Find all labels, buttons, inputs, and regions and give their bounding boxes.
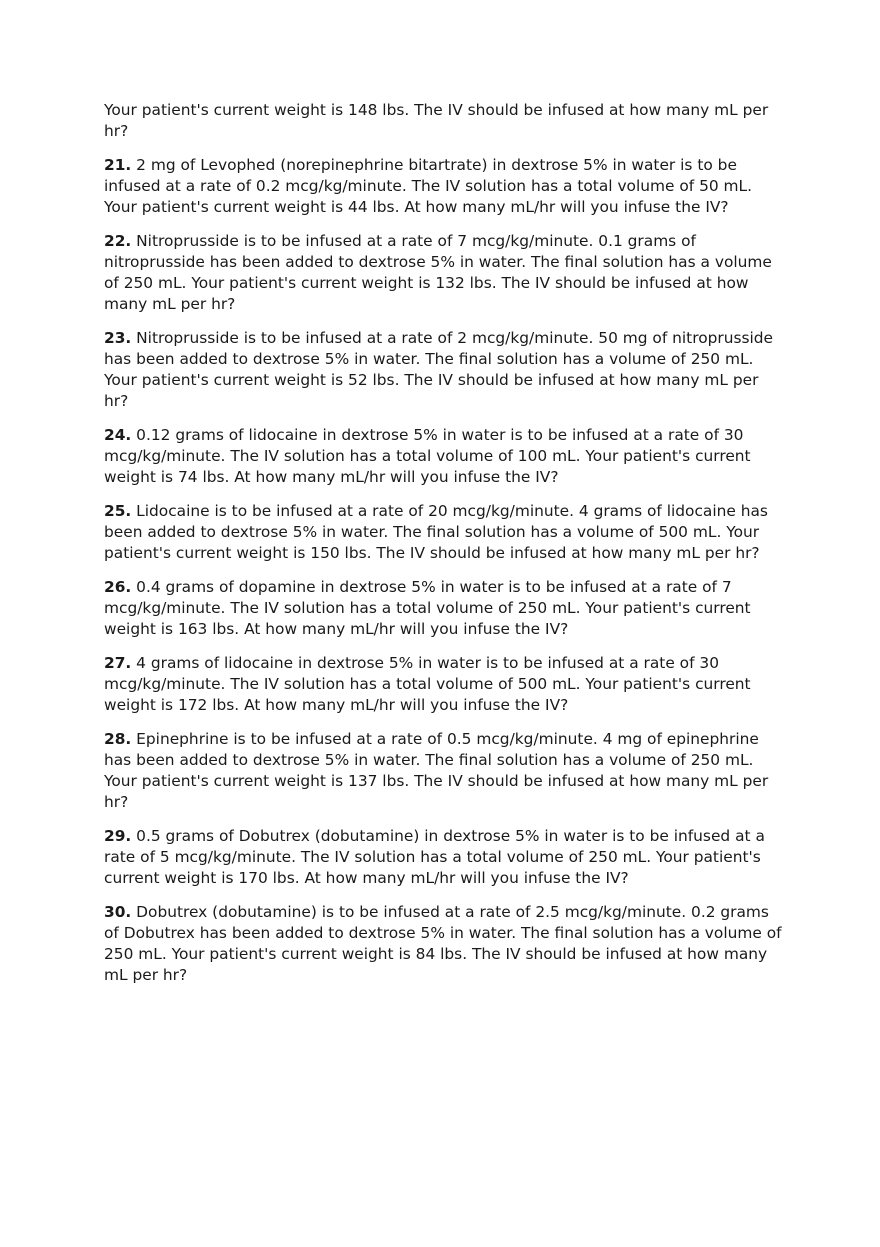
problem-number: 29. bbox=[104, 827, 132, 845]
problem-number: 24. bbox=[104, 426, 132, 444]
problem-22 bbox=[104, 231, 784, 315]
problem-text: 0.12 grams of lidocaine in dextrose 5% in water is to be infused at a rate of 30 mcg/kg/minute. The IV solution has a total volume of 100 mL. Your patient's current weight is 74 lbs. At how many mL/hr will you infuse the IV? bbox=[104, 426, 751, 486]
problem-number: 27. bbox=[104, 654, 132, 672]
problem-25 bbox=[104, 501, 784, 564]
document-page bbox=[104, 100, 784, 999]
problem-text: Lidocaine is to be infused at a rate of 20 mcg/kg/minute. 4 grams of lidocaine has been added to dextrose 5% in water. The final solution has a volume of 500 mL. Your patient's current weight is 150 lbs. The IV should be infused at how many mL per hr? bbox=[104, 502, 768, 562]
problem-number: 26. bbox=[104, 578, 132, 596]
problem-text: 2 mg of Levophed (norepinephrine bitartrate) in dextrose 5% in water is to be infused at a rate of 0.2 mcg/kg/minute. The IV solution has a total volume of 50 mL. Your patient's current weight is 44 lbs. At how many mL/hr will you infuse the IV? bbox=[104, 156, 753, 216]
problem-23 bbox=[104, 328, 784, 412]
problem-number: 21. bbox=[104, 156, 132, 174]
problem-30 bbox=[104, 902, 784, 986]
problem-number: 25. bbox=[104, 502, 132, 520]
problem-text: Nitroprusside is to be infused at a rate of 7 mcg/kg/minute. 0.1 grams of nitroprusside has been added to dextrose 5% in water. The final solution has a volume of 250 mL. Your patient's current weight is 132 lbs. The IV should be infused at how many mL per hr? bbox=[104, 232, 772, 313]
problem-28 bbox=[104, 729, 784, 813]
problem-21 bbox=[104, 155, 784, 218]
problem-text: 0.5 grams of Dobutrex (dobutamine) in dextrose 5% in water is to be infused at a rate of 5 mcg/kg/minute. The IV solution has a total volume of 250 mL. Your patient's current weight is 170 lbs. At how many mL/hr will you infuse the IV? bbox=[104, 827, 765, 887]
problem-24 bbox=[104, 425, 784, 488]
problem-29 bbox=[104, 826, 784, 889]
problem-text: Epinephrine is to be infused at a rate of 0.5 mcg/kg/minute. 4 mg of epinephrine has been added to dextrose 5% in water. The final solution has a volume of 250 mL. Your patient's current weight is 137 lbs. The IV should be infused at how many mL per hr? bbox=[104, 730, 769, 811]
problem-number: 28. bbox=[104, 730, 132, 748]
problem-text: 0.4 grams of dopamine in dextrose 5% in water is to be infused at a rate of 7 mcg/kg/minute. The IV solution has a total volume of 250 mL. Your patient's current weight is 163 lbs. At how many mL/hr will you infuse the IV? bbox=[104, 578, 751, 638]
problem-number: 30. bbox=[104, 903, 132, 921]
problem-text: Nitroprusside is to be infused at a rate of 2 mcg/kg/minute. 50 mg of nitroprusside has been added to dextrose 5% in water. The final solution has a volume of 250 mL. Your patient's current weight is 52 lbs. The IV should be infused at how many mL per hr? bbox=[104, 329, 774, 410]
continuation-paragraph: Your patient's current weight is 148 lbs. The IV should be infused at how many mL per hr? bbox=[104, 101, 769, 140]
problem-text: 4 grams of lidocaine in dextrose 5% in water is to be infused at a rate of 30 mcg/kg/minute. The IV solution has a total volume of 500 mL. Your patient's current weight is 172 lbs. At how many mL/hr will you infuse the IV? bbox=[104, 654, 751, 714]
problem-number: 23. bbox=[104, 329, 132, 347]
problem-number: 22. bbox=[104, 232, 132, 250]
problem-text: Dobutrex (dobutamine) is to be infused at a rate of 2.5 mcg/kg/minute. 0.2 grams of Dobutrex has been added to dextrose 5% in water. The final solution has a volume of 250 mL. Your patient's current weight is 84 lbs. The IV should be infused at how many mL per hr? bbox=[104, 903, 782, 984]
problem-26 bbox=[104, 577, 784, 640]
problem-27 bbox=[104, 653, 784, 716]
